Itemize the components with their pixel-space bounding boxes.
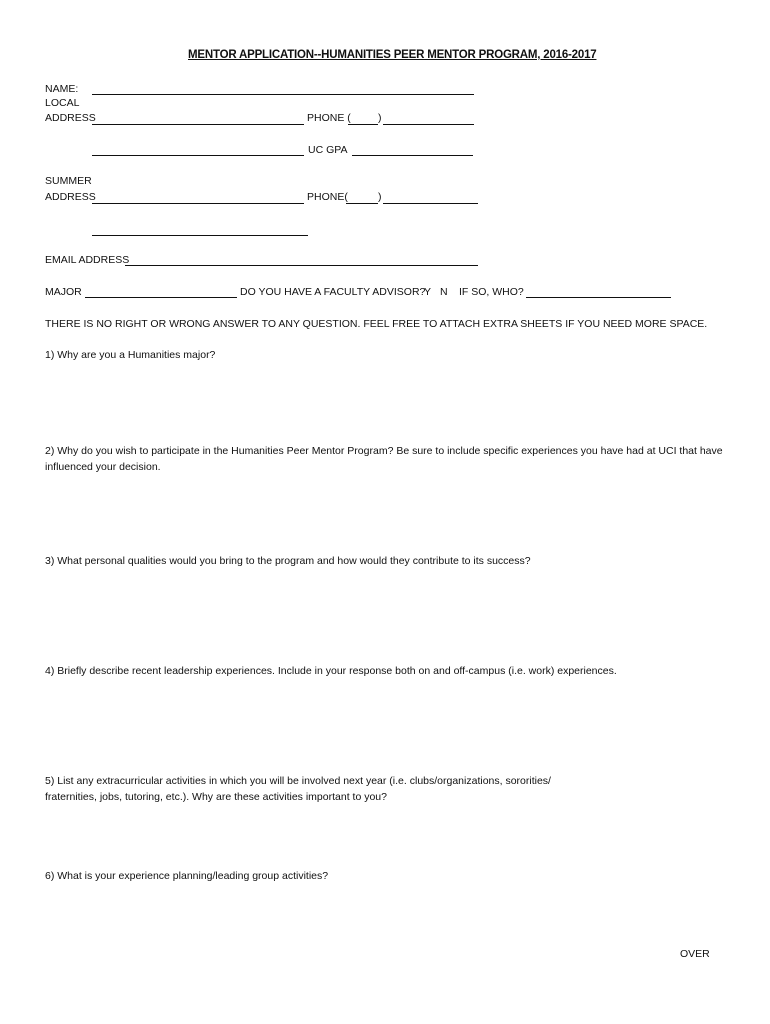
- summer-label: SUMMER: [45, 175, 92, 187]
- summer-address-field[interactable]: [92, 203, 304, 204]
- local-address-label: ADDRESS: [45, 112, 96, 124]
- uc-gpa-label: UC GPA: [308, 144, 348, 156]
- faculty-advisor-no-option[interactable]: N: [440, 286, 448, 298]
- question-5: 5) List any extracurricular activities in which you will be involved next year (i.e. clubs/organizations, sororities/ fraternities, jobs, tutoring, etc.). Why are these activities important to you?: [45, 775, 551, 803]
- summer-address-line-2-field[interactable]: [92, 235, 308, 236]
- uc-gpa-field[interactable]: [352, 155, 473, 156]
- local-address-field[interactable]: [92, 124, 304, 125]
- summer-phone-area-code-field[interactable]: [346, 203, 378, 204]
- name-field[interactable]: [92, 94, 474, 95]
- question-6: 6) What is your experience planning/leading group activities?: [45, 870, 329, 882]
- summer-phone-label: PHONE(: [307, 191, 348, 203]
- faculty-advisor-yes-option[interactable]: Y: [424, 286, 432, 298]
- question-3: 3) What personal qualities would you bring to the program and how would they contribute to its success?: [45, 555, 531, 567]
- instructions-notice: THERE IS NO RIGHT OR WRONG ANSWER TO ANY QUESTION. FEEL FREE TO ATTACH EXTRA SHEETS IF YOU NEED MORE SPACE.: [45, 318, 708, 330]
- summer-phone-number-field[interactable]: [383, 203, 478, 204]
- local-phone-paren: ): [378, 112, 382, 124]
- question-2: 2) Why do you wish to participate in the Humanities Peer Mentor Program? Be sure to include specific experiences you have had at UCI that have influenced your decision.: [45, 445, 723, 473]
- question-1: 1) Why are you a Humanities major?: [45, 349, 216, 361]
- local-phone-label: PHONE (: [307, 112, 351, 124]
- summer-address-label: ADDRESS: [45, 191, 96, 203]
- over-indicator: OVER: [680, 948, 710, 960]
- email-label: EMAIL ADDRESS: [45, 254, 130, 266]
- email-field[interactable]: [125, 265, 478, 266]
- local-label: LOCAL: [45, 97, 80, 109]
- major-label: MAJOR: [45, 286, 82, 298]
- if-so-who-label: IF SO, WHO?: [459, 286, 524, 298]
- question-4: 4) Briefly describe recent leadership experiences. Include in your response both on and off-campus (i.e. work) experiences.: [45, 665, 617, 677]
- major-field[interactable]: [85, 297, 237, 298]
- local-phone-area-code-field[interactable]: [348, 124, 378, 125]
- local-address-line-2-field[interactable]: [92, 155, 304, 156]
- faculty-advisor-label: DO YOU HAVE A FACULTY ADVISOR?: [240, 286, 426, 298]
- faculty-advisor-name-field[interactable]: [526, 297, 671, 298]
- local-phone-number-field[interactable]: [383, 124, 474, 125]
- page-title: MENTOR APPLICATION--HUMANITIES PEER MENTOR PROGRAM, 2016-2017: [188, 49, 597, 61]
- name-label: NAME:: [45, 83, 79, 95]
- summer-phone-paren: ): [378, 191, 382, 203]
